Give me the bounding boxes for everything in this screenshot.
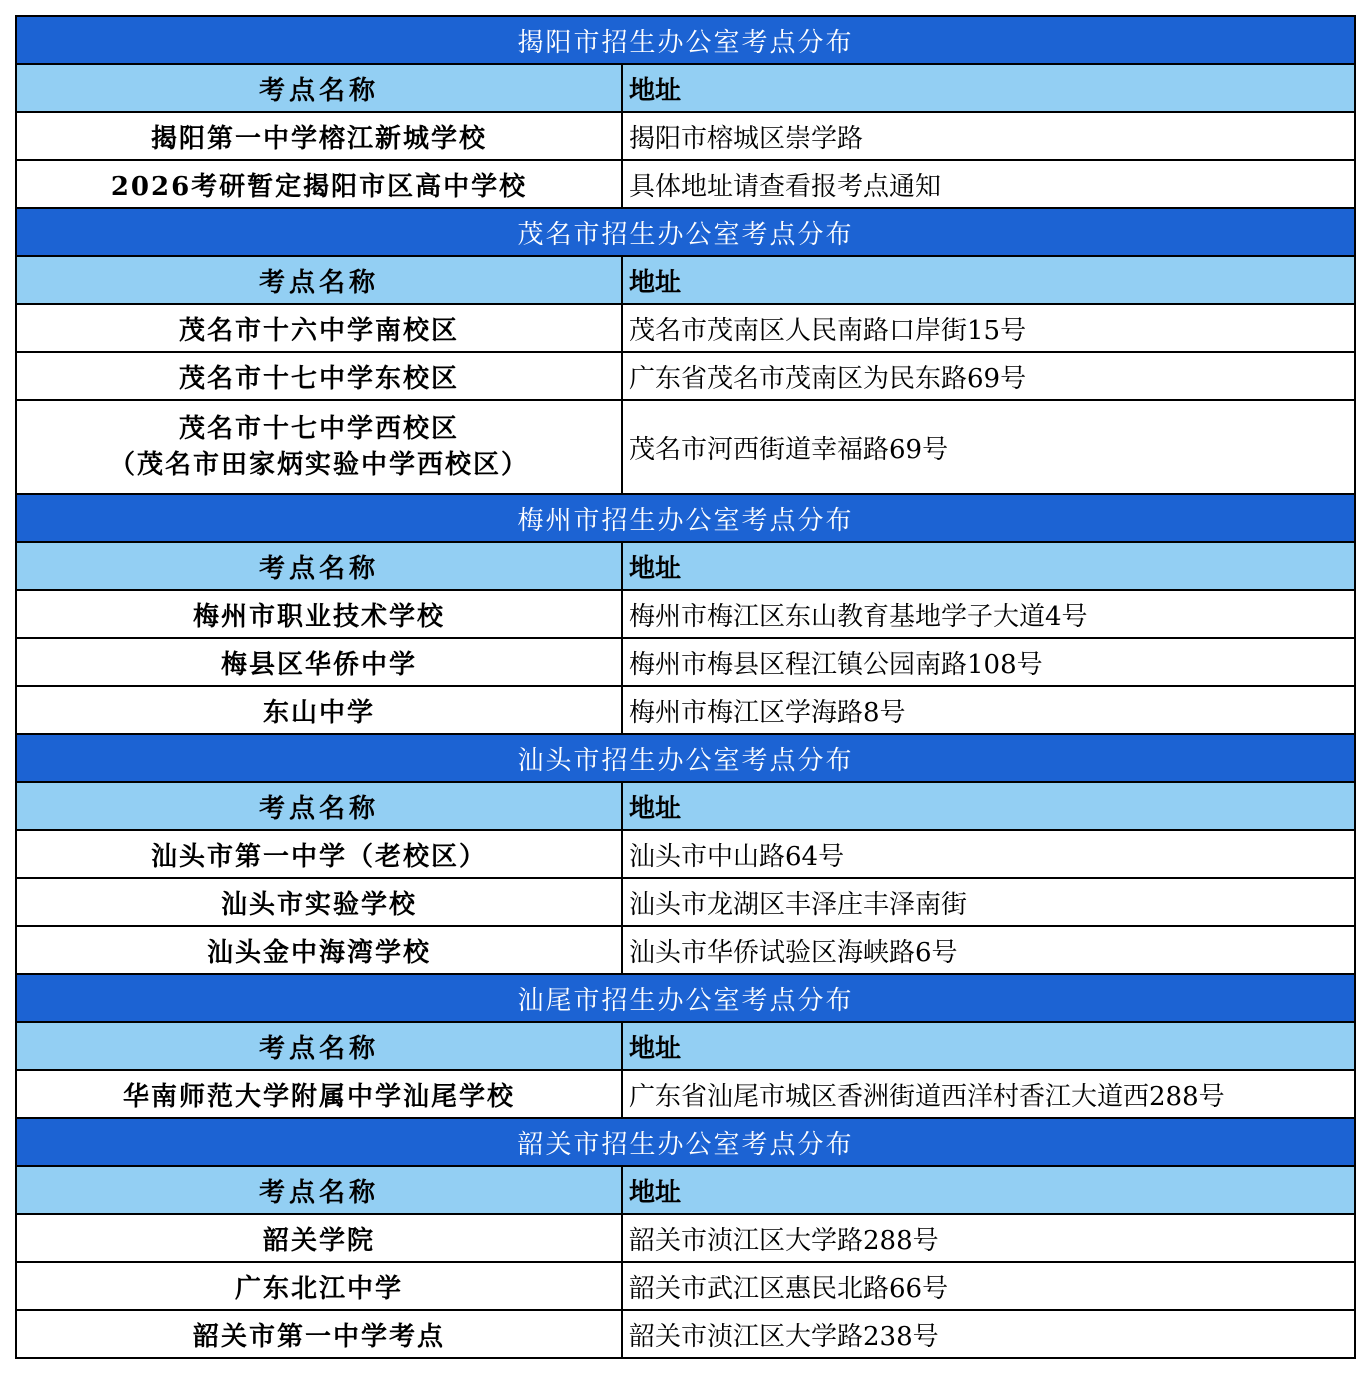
- header-row: [16, 256, 1355, 304]
- section-title: 梅州市招生办公室考点分布: [16, 494, 1355, 542]
- site-addr: 韶关市浈江区大学路238号: [622, 1310, 1355, 1358]
- site-name: 韶关学院: [16, 1214, 622, 1262]
- table-row: [16, 1262, 1355, 1310]
- header-addr: 地址: [622, 64, 1355, 112]
- header-name: 考点名称: [16, 64, 622, 112]
- section-title-row: [16, 494, 1355, 542]
- site-name: 梅州市职业技术学校: [16, 590, 622, 638]
- header-addr: 地址: [622, 1166, 1355, 1214]
- table-row: [16, 926, 1355, 974]
- site-addr: 汕头市华侨试验区海峡路6号: [622, 926, 1355, 974]
- table-row: [16, 830, 1355, 878]
- site-addr: 梅州市梅江区东山教育基地学子大道4号: [622, 590, 1355, 638]
- table-row: [16, 112, 1355, 160]
- table-row: [16, 686, 1355, 734]
- header-addr: 地址: [622, 1022, 1355, 1070]
- site-addr: 韶关市武江区惠民北路66号: [622, 1262, 1355, 1310]
- site-name: 茂名市十七中学东校区: [16, 352, 622, 400]
- section-title: 揭阳市招生办公室考点分布: [16, 16, 1355, 64]
- site-name: 梅县区华侨中学: [16, 638, 622, 686]
- header-name: 考点名称: [16, 542, 622, 590]
- site-name: 揭阳第一中学榕江新城学校: [16, 112, 622, 160]
- site-name: 东山中学: [16, 686, 622, 734]
- site-addr: 汕头市中山路64号: [622, 830, 1355, 878]
- table-row: [16, 1310, 1355, 1358]
- site-addr: 具体地址请查看报考点通知: [622, 160, 1355, 208]
- site-name: 韶关市第一中学考点: [16, 1310, 622, 1358]
- header-addr: 地址: [622, 782, 1355, 830]
- site-addr: 广东省汕尾市城区香洲街道西洋村香江大道西288号: [622, 1070, 1355, 1118]
- section-title: 茂名市招生办公室考点分布: [16, 208, 1355, 256]
- section-title-row: [16, 16, 1355, 64]
- table-row: [16, 638, 1355, 686]
- site-addr: 揭阳市榕城区崇学路: [622, 112, 1355, 160]
- header-addr: 地址: [622, 256, 1355, 304]
- section-title: 汕尾市招生办公室考点分布: [16, 974, 1355, 1022]
- table-row: [16, 400, 1355, 494]
- site-name: 广东北江中学: [16, 1262, 622, 1310]
- site-addr: 广东省茂名市茂南区为民东路69号: [622, 352, 1355, 400]
- site-name: 华南师范大学附属中学汕尾学校: [16, 1070, 622, 1118]
- site-addr: 韶关市浈江区大学路288号: [622, 1214, 1355, 1262]
- section-title-row: [16, 208, 1355, 256]
- header-row: [16, 542, 1355, 590]
- table-row: [16, 160, 1355, 208]
- site-name-line1: 茂名市十七中学西校区: [178, 414, 459, 444]
- site-name: 汕头金中海湾学校: [16, 926, 622, 974]
- section-title-row: [16, 1118, 1355, 1166]
- site-addr: 梅州市梅江区学海路8号: [622, 686, 1355, 734]
- exam-site-table: [15, 15, 1356, 1359]
- site-name: 2026考研暂定揭阳市区高中学校: [16, 160, 622, 208]
- header-row: [16, 64, 1355, 112]
- site-addr: 茂名市茂南区人民南路口岸街15号: [622, 304, 1355, 352]
- site-addr: 茂名市河西街道幸福路69号: [622, 400, 1355, 494]
- site-name: 茂名市十六中学南校区: [16, 304, 622, 352]
- header-addr: 地址: [622, 542, 1355, 590]
- site-addr: 梅州市梅县区程江镇公园南路108号: [622, 638, 1355, 686]
- site-name: [16, 400, 622, 494]
- header-row: [16, 782, 1355, 830]
- header-name: 考点名称: [16, 782, 622, 830]
- site-name: 汕头市实验学校: [16, 878, 622, 926]
- section-title-row: [16, 734, 1355, 782]
- header-row: [16, 1022, 1355, 1070]
- table-row: [16, 304, 1355, 352]
- site-addr: 汕头市龙湖区丰泽庄丰泽南街: [622, 878, 1355, 926]
- site-name: 汕头市第一中学（老校区）: [16, 830, 622, 878]
- header-name: 考点名称: [16, 256, 622, 304]
- section-title: 韶关市招生办公室考点分布: [16, 1118, 1355, 1166]
- table-row: [16, 878, 1355, 926]
- section-title-row: [16, 974, 1355, 1022]
- table-row: [16, 352, 1355, 400]
- header-name: 考点名称: [16, 1022, 622, 1070]
- header-name: 考点名称: [16, 1166, 622, 1214]
- table-row: [16, 1070, 1355, 1118]
- header-row: [16, 1166, 1355, 1214]
- site-name-line2: （茂名市田家炳实验中学西校区）: [108, 450, 529, 480]
- section-title: 汕头市招生办公室考点分布: [16, 734, 1355, 782]
- table-row: [16, 590, 1355, 638]
- table-row: [16, 1214, 1355, 1262]
